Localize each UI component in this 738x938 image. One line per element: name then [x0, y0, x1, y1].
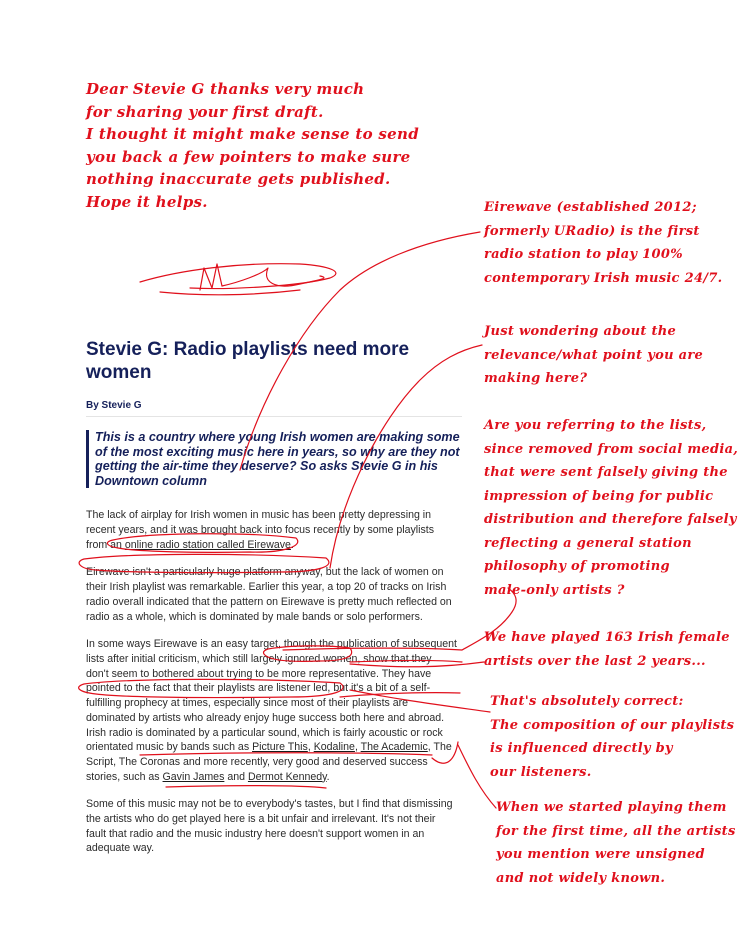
intro-line: I thought it might make sense to send [86, 125, 419, 143]
annotation-line: making here? [484, 371, 588, 386]
connector-to-history [240, 232, 480, 470]
text-line: pointed to the fact that their playlists are listener led, but it's a bit of a self- [86, 682, 431, 695]
annotation-line: When we started playing them [496, 800, 727, 815]
annotation-line: for the first time, all the artists [496, 823, 736, 839]
text-line: In some ways Eirewave is an easy target, though the publication of subsequent [86, 638, 458, 651]
text-line: The lack of airplay for Irish women in music has been pretty depressing in [86, 509, 432, 522]
circle-online-radio-station [107, 534, 297, 553]
connector-to-relevance [330, 345, 482, 568]
text-span: stories, such as [86, 770, 163, 783]
annotation-line: contemporary Irish music 24/7. [484, 270, 723, 286]
annotation-line: reflecting a general station [484, 535, 692, 551]
text-line: adequate way. [86, 842, 155, 855]
text-line: dominated by artists who already enjoy huge success both here and abroad. [86, 711, 445, 724]
article-byline: By Stevie G [86, 400, 142, 411]
picture-this-link[interactable]: Picture This [252, 741, 308, 754]
annotation-line: formerly URadio) is the first [484, 223, 700, 239]
text-line: don't seem to bothered about trying to be more representative. They have [86, 667, 432, 680]
intro-line: nothing inaccurate gets published. [86, 170, 391, 188]
text-span: and [224, 770, 248, 783]
text-span: from an [86, 538, 125, 551]
intro-line: you back a few pointers to make sure [86, 147, 411, 166]
underline-bands-1 [140, 753, 432, 755]
annotation-line: you mention were unsigned [496, 847, 705, 862]
annotation-line: that were sent falsely giving the [484, 465, 728, 480]
underline-publication [283, 648, 462, 650]
text-line: fault that radio and the music industry here doesn't support women in an [86, 827, 425, 840]
intro-line: Dear Stevie G thanks very much [86, 80, 365, 98]
underline-show-that [350, 661, 462, 663]
underline-bands-2 [166, 786, 326, 788]
annotation-line: distribution and therefore falsely [484, 512, 737, 527]
text-line: Irish radio is dominated by a particular sound, which is fairly acoustic or rock [86, 726, 443, 739]
annotation-line: Are you referring to the lists, [484, 418, 707, 433]
article-title: Stevie G: Radio playlists need more women [86, 339, 410, 383]
text-line: lists after initial criticism, which still largely ignored women, show that they [86, 653, 432, 665]
circle-listener-led [79, 679, 343, 697]
eirewave-link[interactable]: online radio station called Eirewave [124, 538, 291, 551]
text-span: , [354, 741, 361, 754]
kodaline-link[interactable]: Kodaline [313, 741, 355, 754]
the-academic-link[interactable]: The Academic [360, 741, 428, 754]
text-span: , The [427, 741, 452, 754]
gavin-james-link[interactable]: Gavin James [162, 770, 225, 783]
annotation-line: radio station to play 100% [484, 247, 683, 262]
text-line: recent years, and it was brought back into focus recently by some playlists [86, 524, 434, 537]
annotation-line: artists over the last 2 years... [484, 653, 706, 669]
text-line: the artists who do get played here is a bit unfair and irrelevant. It's not their [86, 813, 436, 826]
annotation-line: philosophy of promoting [484, 559, 670, 574]
annotation-line: Just wondering about the [484, 324, 677, 339]
annotation-line: That's absolutely correct: [490, 694, 684, 709]
annotation-line: The composition of our playlists [490, 717, 735, 733]
text-span: , [307, 741, 314, 754]
annotation-line: our listeners. [490, 764, 592, 780]
intro-line: for sharing your first draft. [86, 102, 324, 121]
underline-self [340, 693, 460, 697]
text-line: Script, The Coronas and more recently, very good and deserved success [86, 755, 428, 768]
text-line: radio overall indicated that the pattern on Eirewave is pretty much reflected on [86, 595, 452, 608]
signature [140, 264, 336, 295]
text-line: their Irish playlist was remarkable. Earlier this year, a top 20 of tracks on Irish [86, 581, 447, 594]
circle-huge-platform [79, 554, 329, 572]
text-line: Some of this music may not be to everybody's tastes, but I find that dismissing [86, 798, 453, 811]
article-standfirst: This is a country where young Irish women are making some of the most exciting music here in years, so why are they not getting the air-time they deserve? So asks Stevie G in his Downtown column [86, 430, 462, 488]
connector-to-female-artists [462, 588, 516, 650]
annotation-line: impression of being for public [484, 488, 714, 504]
annotation-line: We have played 163 Irish female [484, 630, 730, 645]
dermot-kennedy-link[interactable]: Dermot Kennedy [247, 770, 327, 783]
text-line: fulfilling prophecy at times, especially since most of their playlists are [86, 697, 409, 710]
annotation-line: male-only artists ? [484, 582, 625, 598]
annotation-line: Eirewave (established 2012; [484, 200, 697, 215]
text-line: radio as a whole, which is dominated by male bands or solo performers. [86, 610, 423, 623]
connector-to-lists [350, 662, 484, 667]
connector-to-unsigned [458, 745, 496, 808]
bracket-bands [432, 742, 458, 763]
annotation-line: and not widely known. [496, 870, 666, 886]
annotation-line: relevance/what point you are [484, 347, 704, 363]
text-span: orientated music by bands such as [86, 741, 253, 754]
text-span: . [290, 538, 294, 551]
annotation-line: since removed from social media, [484, 441, 738, 457]
intro-line: Hope it helps. [86, 192, 208, 211]
text-line: Eirewave isn't a particularly huge platform anyway, but the lack of women on [86, 566, 444, 579]
annotation-line: is influenced directly by [490, 741, 673, 756]
text-span: . [326, 770, 330, 783]
